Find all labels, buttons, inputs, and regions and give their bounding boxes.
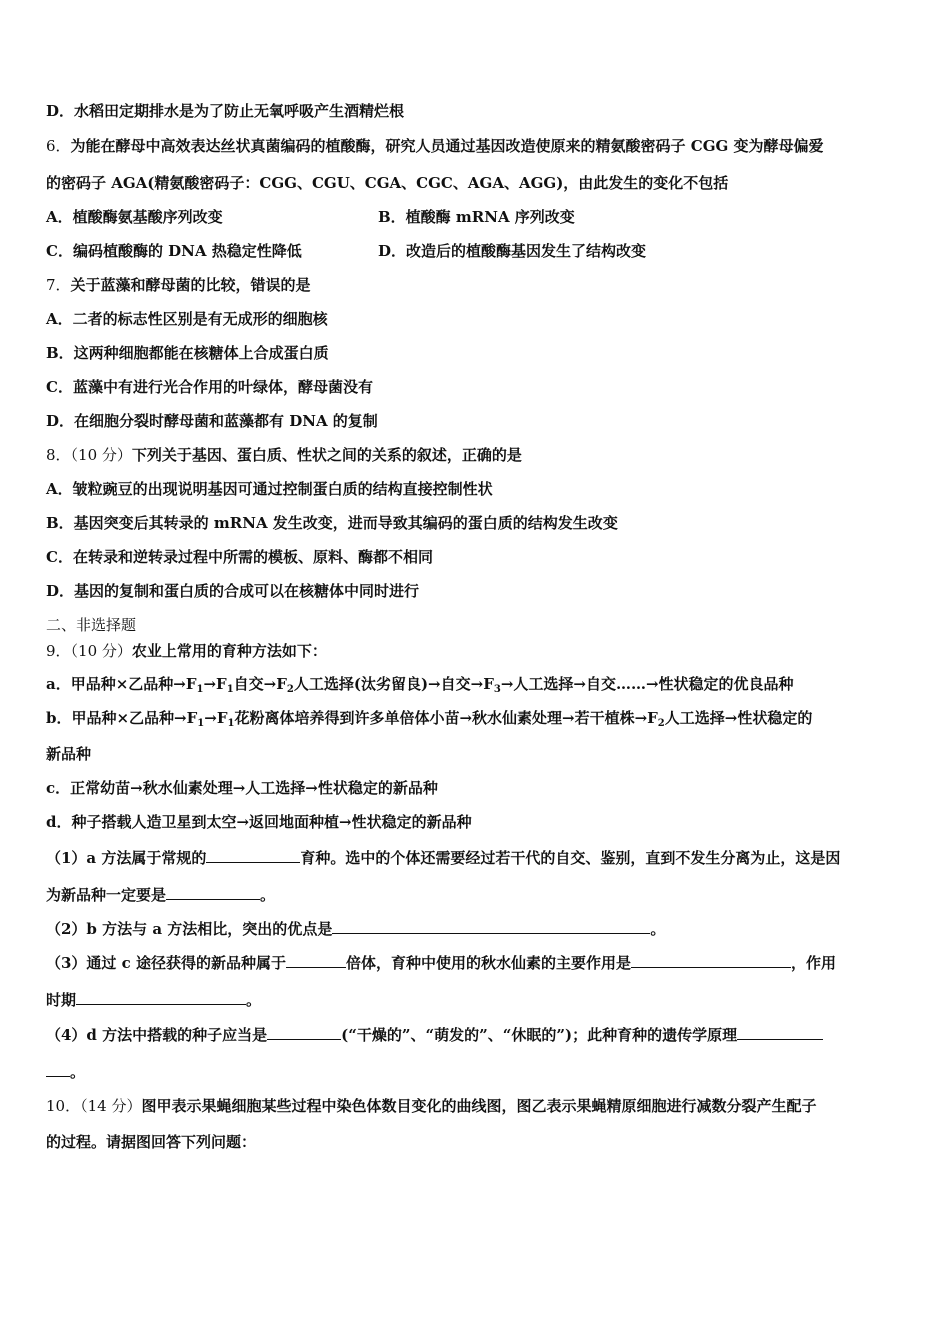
q9-method-c: c．正常幼苗→秋水仙素处理→人工选择→性状稳定的新品种 (46, 779, 438, 797)
q9-sub3-line1: （3）通过 c 途径获得的新品种属于 倍体，育种中使用的秋水仙素的主要作用是 ，作用 (46, 954, 837, 972)
q9-stem (46, 641, 327, 661)
q9-sub1-line1: （1）a 方法属于常规的 育种。选中的个体还需要经过若干代的自交、鉴别，直到不发生分离为止，这是因 (46, 849, 841, 867)
answer-blank[interactable] (46, 1061, 70, 1077)
q6-option-b: B．植酸酶 mRNA 序列改变 (378, 208, 575, 226)
q9-method-b-line2: 新品种 (46, 745, 92, 763)
q7-option-d: D．在细胞分裂时酵母菌和蓝藻都有 DNA 的复制 (46, 412, 378, 430)
answer-blank[interactable] (267, 1024, 341, 1040)
q6-option-a: A．植酸酶氨基酸序列改变 (46, 208, 223, 226)
q7-stem (46, 275, 311, 295)
q9-sub1-line2: 为新品种一定要是 。 (46, 886, 276, 904)
q9-sub4-line2: 。 (46, 1061, 85, 1082)
q8-option-c: C．在转录和逆转录过程中所需的模板、原料、酶都不相同 (46, 548, 433, 566)
q8-option-a: A．皱粒豌豆的出现说明基因可通过控制蛋白质的结构直接控制性状 (46, 480, 493, 498)
q9-sub4-line1: （4）d 方法中搭载的种子应当是 (“干燥的”、“萌发的”、“休眠的”)；此种育种的遗传学原理 (46, 1024, 823, 1045)
q7-stem-text: 关于蓝藻和酵母菌的比较，错误的是 (70, 276, 311, 294)
q6-option-d: D．改造后的植酸酶基因发生了结构改变 (378, 242, 647, 260)
q9-stem-text: 农业上常用的育种方法如下： (131, 642, 327, 660)
q8-stem (46, 445, 522, 465)
q9-method-b: b．甲品种×乙品种$\to F_1\to F_1$花粉离体培养得到许多单倍体小苗→秋水仙素处理→若干植株$\to F_2$人工选择→性状稳定的 (46, 709, 813, 729)
answer-blank[interactable] (737, 1024, 823, 1040)
q7-option-c: C．蓝藻中有进行光合作用的叶绿体，酵母菌没有 (46, 378, 373, 396)
q9-number: 9．（10 分） (46, 642, 132, 660)
q9-sub3-line2: 时期 。 (46, 991, 262, 1009)
q6-option-c: C．编码植酸酶的 DNA 热稳定性降低 (46, 242, 302, 260)
q8-option-b: B．基因突变后其转录的 mRNA 发生改变，进而导致其编码的蛋白质的结构发生改变 (46, 514, 618, 532)
q8-stem-text: 下列关于基因、蛋白质、性状之间的关系的叙述，正确的是 (131, 446, 522, 464)
answer-blank[interactable] (286, 952, 346, 968)
answer-blank[interactable] (631, 952, 791, 968)
q10-stem-line1 (46, 1096, 816, 1116)
q6-stem-text1: 为能在酵母中高效表达丝状真菌编码的植酸酶，研究人员通过基因改造使原来的精氨酸密码子 CGG 变为酵母偏爱 (70, 137, 824, 155)
q9-method-d: d．种子搭载人造卫星到太空→返回地面种植→性状稳定的新品种 (46, 813, 472, 831)
q10-stem-text1: 图甲表示果蝇细胞某些过程中染色体数目变化的曲线图，图乙表示果蝇精原细胞进行减数分裂产生配子 (141, 1097, 817, 1115)
answer-blank[interactable] (76, 989, 246, 1005)
q6-stem-line2: 的密码子 AGA(精氨酸密码子：CGG、CGU、CGA、CGC、AGA、AGG)，由此发生的变化不包括 (46, 174, 729, 192)
q7-number: 7． (46, 276, 71, 294)
q9-method-a: a．甲品种×乙品种$\to F_1\to F_1$自交$\to F_2$人工选择(汰劣留良)→自交$\to F_3\to$人工选择→自交……→性状稳定的优良品种 (46, 675, 794, 695)
answer-blank[interactable] (166, 884, 260, 900)
answer-blank[interactable] (206, 847, 300, 863)
q7-option-b: B．这两种细胞都能在核糖体上合成蛋白质 (46, 344, 329, 362)
q10-number: 10．（14 分） (46, 1097, 142, 1115)
q10-stem-line2: 的过程。请据图回答下列问题： (46, 1133, 257, 1151)
answer-blank[interactable] (332, 918, 650, 934)
section-heading: 二、非选择题 (46, 616, 137, 634)
q5-option-d: D．水稻田定期排水是为了防止无氧呼吸产生酒精烂根 (46, 102, 405, 120)
q7-option-a: A．二者的标志性区别是有无成形的细胞核 (46, 310, 328, 328)
q8-number: 8．（10 分） (46, 446, 132, 464)
q6-number: 6． (46, 137, 71, 155)
q8-option-d: D．基因的复制和蛋白质的合成可以在核糖体中同时进行 (46, 582, 420, 600)
q6-stem-line1 (46, 136, 824, 156)
q9-sub2: （2）b 方法与 a 方法相比，突出的优点是 。 (46, 920, 666, 938)
